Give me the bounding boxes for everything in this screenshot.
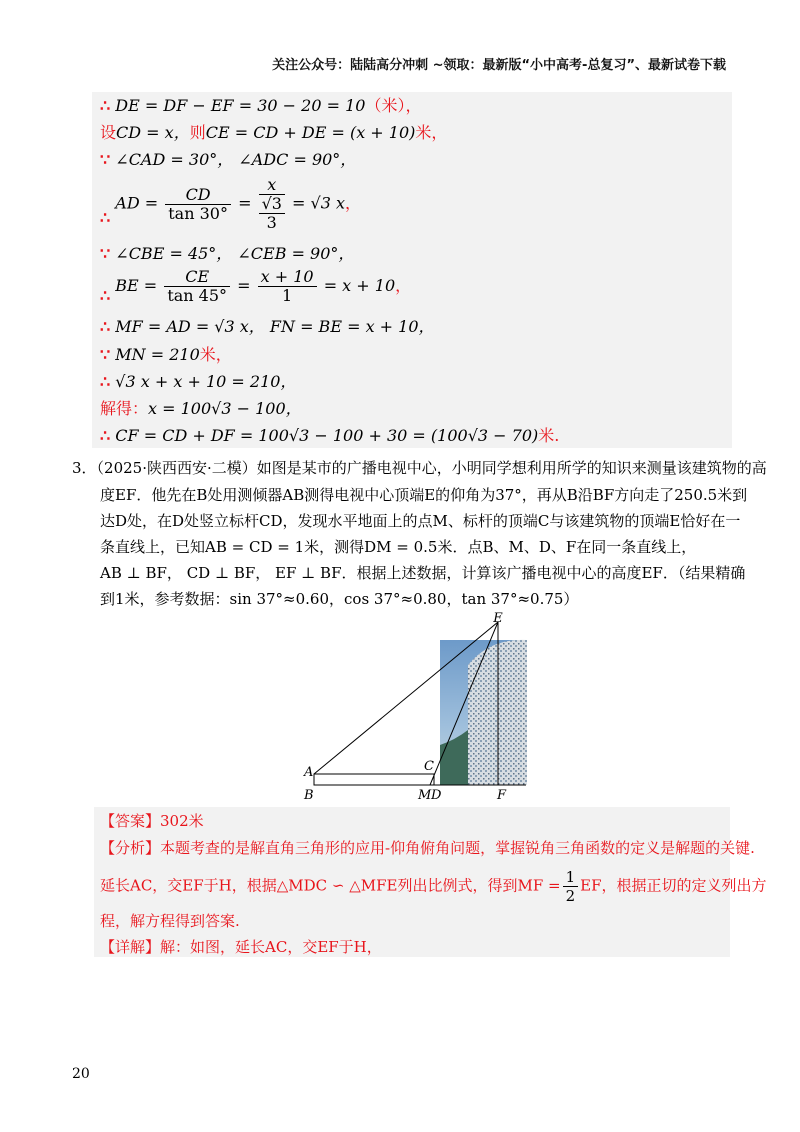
analysis-line-1: 【分析】本题考查的是解直角三角形的应用-仰角俯角问题，掌握锐角三角函数的定义是解题的关键. <box>100 839 755 857</box>
label-d: D <box>431 788 442 803</box>
detail-line: 【详解】解：如图，延长AC，交EF于H， <box>100 938 382 956</box>
geometry-figure <box>290 610 540 805</box>
solution-line-3: ∵ ∠CAD = 30°， ∠ADC = 90°， <box>100 150 357 169</box>
label-a: A <box>304 765 314 780</box>
solution-line-4: ∴ AD = $\frac{CD}{\tan 30^\circ}$ = x √3 3 = √3 x， <box>100 175 362 232</box>
analysis-line-3: 程，解方程得到答案. <box>100 912 240 930</box>
page-number: 20 <box>72 1066 90 1082</box>
solution-line-10: 解得：x = 100√3 − 100， <box>100 399 302 418</box>
label-f: F <box>497 788 507 803</box>
question-line-1: 3．（2025·陕西西安·二模）如图是某市的广播电视中心，小明同学想利用所学的知识来测量该建筑物的高 <box>72 459 767 477</box>
question-line-3: 达D处，在D处竖立标杆CD，发现水平地面上的点M、标杆的顶端C与该建筑物的顶端E恰好在一 <box>100 512 741 530</box>
solution-line-11: ∴ CF = CD + DF = 100√3 − 100 + 30 = (100√3 − 70)米. <box>100 426 560 445</box>
solution-line-2: 设CD = x，则CE = CD + DE = (x + 10)米， <box>100 123 448 142</box>
label-e: E <box>493 611 503 626</box>
question-line-5: AB ⊥ BF， CD ⊥ BF， EF ⊥ BF．根据上述数据，计算该广播电视中心的高度EF．（结果精确 <box>100 564 746 582</box>
page-header: 关注公众号：陆陆高分冲刺 ~领取：最新版“小中高考-总复习”、最新试卷下载 <box>272 58 726 73</box>
rect-abdc <box>314 774 434 785</box>
solution-line-1: ∴ DE = DF − EF = 30 − 20 = 10（米）， <box>100 96 422 115</box>
solution-line-7: ∴ MF = AD = √3 x， FN = BE = x + 10， <box>100 317 435 336</box>
question-line-6: 到1米，参考数据：sin 37°≈0.60，cos 37°≈0.80，tan 37°≈0.75） <box>100 590 579 608</box>
analysis-line-2: 延长AC，交EF于H，根据△MDC ∽ △MFE列出比例式，得到MF = $\frac{1}{2}$ EF，根据正切的定义列出方 <box>100 868 767 905</box>
question-line-2: 度EF．他先在B处用测倾器AB测得电视中心顶端E的仰角为37°，再从B沿BF方向走了250.5米到 <box>100 486 748 504</box>
label-b: B <box>304 788 314 803</box>
question-line-4: 条直线上，已知AB = CD = 1米，测得DM = 0.5米．点B、M、D、F在同一条直线上， <box>100 538 697 556</box>
answer-line: 【答案】302米 <box>100 812 204 830</box>
label-m: M <box>418 788 432 803</box>
label-c: C <box>424 759 434 774</box>
solution-line-6: ∴ BE = $\frac{CE}{\tan 45^\circ}$ = $\frac{x + 10}{1}$ = x + 10， <box>100 267 412 305</box>
solution-line-9: ∴ √3 x + x + 10 = 210， <box>100 372 297 391</box>
solution-line-8: ∵ MN = 210米， <box>100 345 232 364</box>
solution-line-5: ∵ ∠CBE = 45°， ∠CEB = 90°， <box>100 244 355 263</box>
